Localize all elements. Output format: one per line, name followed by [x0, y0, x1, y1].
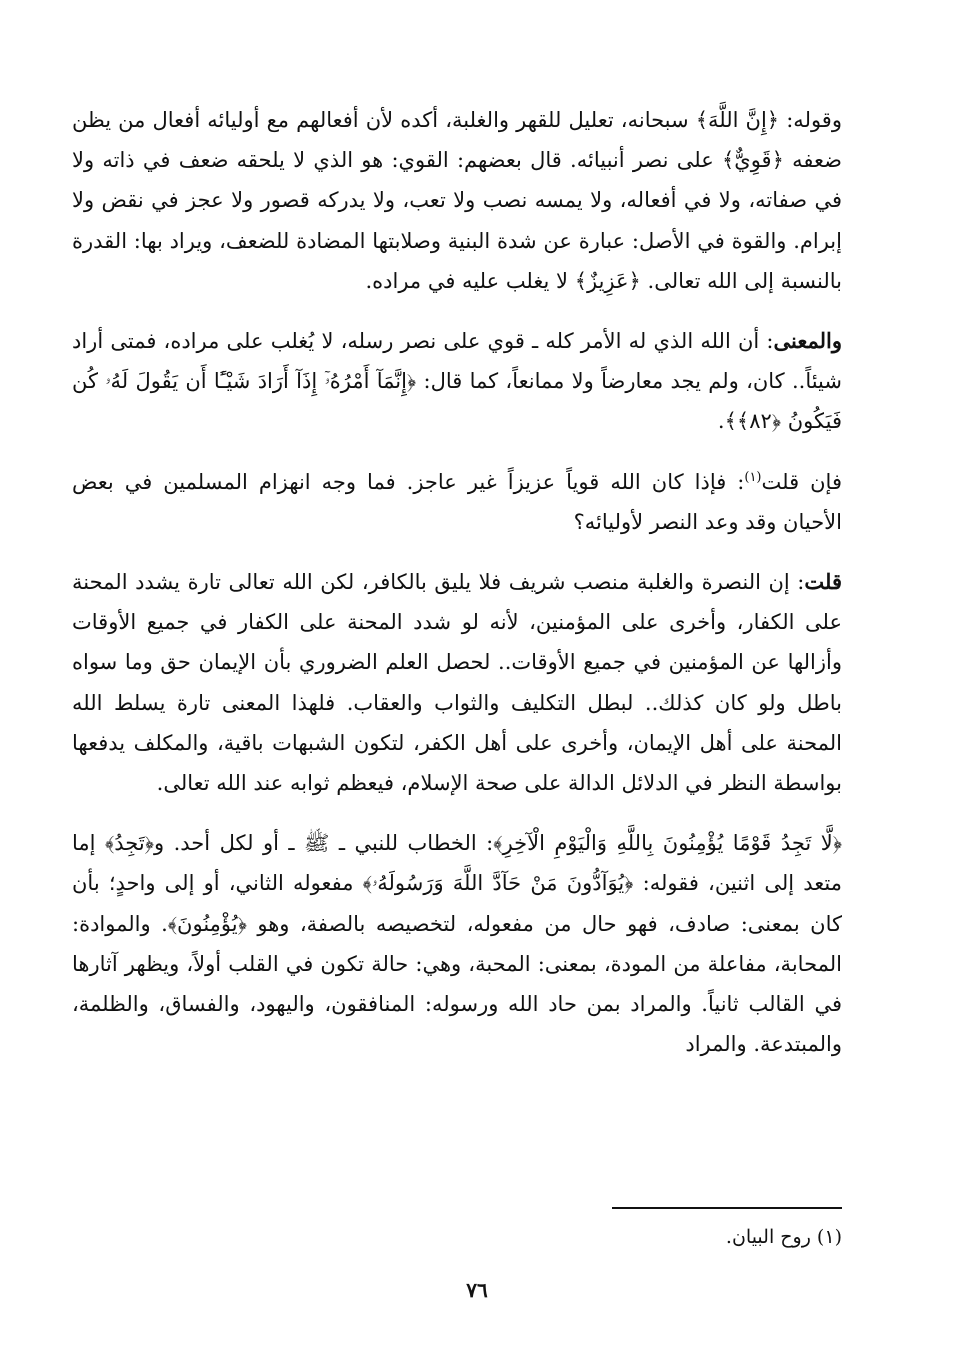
paragraph-3-lead: فإن قلت [761, 469, 842, 494]
footnote-divider [612, 1207, 842, 1209]
paragraph-2-text: : أن الله الذي له الأمر كله ـ قوي على نصر رسله، لا يُغلب على مراده، فمتى أراد شيئاً.. كان، ولم يجد معارضاً ولا ممانعاً، كما قال: ﴿إِنَّمَآ أَمْرُهُۥٓ إِذَآ أَرَادَ شَيْـًٔا أَن يَقُولَ لَهُۥ كُن فَيَكُونُ ﴿٨٢﴾﴾. [72, 329, 842, 434]
paragraph-2-lead: والمعنى [773, 328, 842, 354]
footnote: (١) روح البيان. [725, 1226, 842, 1248]
main-text [72, 100, 842, 1084]
paragraph-4-lead: قلت [804, 569, 842, 595]
paragraph-4 [72, 562, 842, 803]
paragraph-2 [72, 321, 842, 442]
paragraph-5-text: ﴿لَّا تَجِدُ قَوْمًا يُؤْمِنُونَ بِاللَّهِ وَالْيَوْمِ الْآخِرِ﴾: الخطاب للنبي ـ ﷺ ـ أو لكل أحد. و﴿تَجِدُ﴾ إما متعد إلى اثنين، فقوله: ﴿يُوَآدُّونَ مَنْ حَآدَّ اللَّهَ وَرَسُولَهُۥ﴾ مفعوله الثاني، أو إلى واحدٍ؛ بأن كان بمعنى: صادف، فهو حال من مفعوله، لتخصيصه بالصفة، وهو ﴿يُؤْمِنُونَ﴾. والموادة: المحابة، مفاعلة من المودة، بمعنى: المحبة، وهي: حالة تكون في القلب أولاً، ويظهر آثارها في القالب ثانياً. والمراد بمن حاد الله ورسوله: المنافقون، واليهود، والفساق، والظلمة، والمبتدعة. والمراد [72, 831, 842, 1057]
footnote-reference[interactable]: (١) [744, 469, 762, 485]
paragraph-3-text: : فإذا كان الله قوياً عزيزاً غير عاجز. فما وجه انهزام المسلمين في بعض الأحيان وقد وعد النصر لأوليائه؟ [72, 469, 842, 534]
page-number: ٧٦ [466, 1278, 488, 1302]
paragraph-3 [72, 462, 842, 542]
paragraph-1 [72, 100, 842, 301]
paragraph-1-text: وقوله: ﴿إِنَّ اللَّهَ﴾ سبحانه، تعليل للقهر والغلبة، أكده لأن أفعالهم مع أوليائه أفعال من يظن ضعفه ﴿قَوِيٌّ﴾ على نصر أنبيائه. قال بعضهم: القوي: هو الذي لا يلحقه ضعف في ذاته ولا في صفاته، ولا في أفعاله، ولا يمسه نصب ولا تعب، ولا يدركه قصور ولا عجز في نقض ولا إبرام. والقوة في الأصل: عبارة عن شدة البنية وصلابتها المضادة للضعف، ويراد بها: القدرة بالنسبة إلى الله تعالى. ﴿عَزِيزٌ﴾ لا يغلب عليه في مراده. [72, 108, 842, 293]
paragraph-4-text: : إن النصرة والغلبة منصب شريف فلا يليق بالكافر، لكن الله تعالى تارة يشدد المحنة على الكفار، وأخرى على المؤمنين، لأنه لو شدد المحنة على الكفار في جميع الأوقات وأزالها عن المؤمنين في جميع الأوقات.. لحصل العلم الضروري بأن الإيمان حق وما سواه باطل ولو كان كذلك.. لبطل التكليف والثواب والعقاب. فلهذا المعنى تارة يسلط الله المحنة على أهل الإيمان، وأخرى على أهل الكفر، لتكون الشبهات باقية، والمكلف يدفعها بواسطة النظر في الدلائل الدالة على صحة الإسلام، فيعظم ثوابه عند الله تعالى. [72, 570, 842, 796]
paragraph-5 [72, 823, 842, 1064]
